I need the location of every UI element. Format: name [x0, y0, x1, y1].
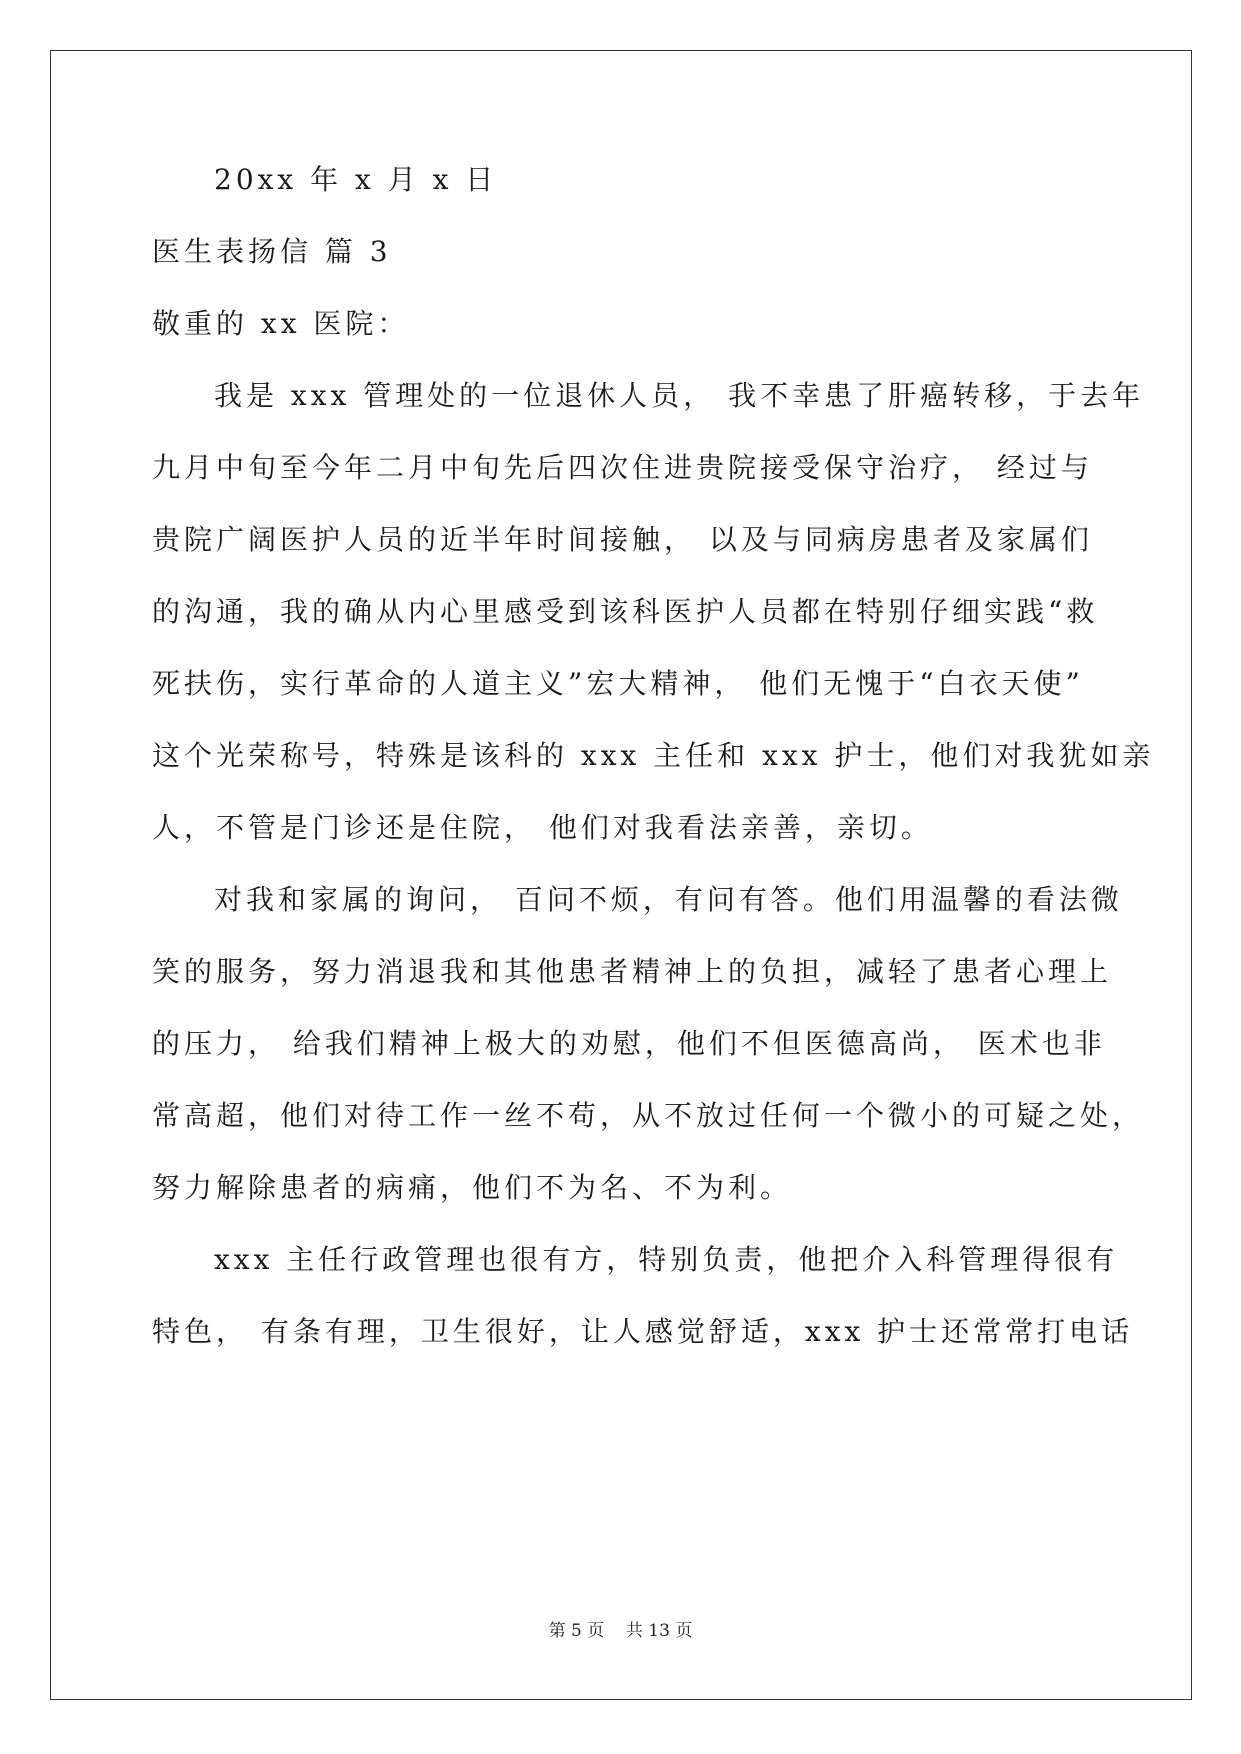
salutation: 敬重的 xx 医院： — [152, 307, 410, 340]
paragraph-line: 对我和家属的询问， 百问不烦，有问有答。他们用温馨的看法微 — [214, 883, 1123, 916]
paragraph-line: 我是 xxx 管理处的一位退休人员， 我不幸患了肝癌转移，于去年 — [214, 379, 1145, 412]
paragraph-line: xxx 主任行政管理也很有方，特别负责，他把介入科管理得很有 — [214, 1243, 1119, 1276]
paragraph-line: 努力解除患者的病痛，他们不为名、不为利。 — [152, 1171, 793, 1204]
paragraph-line: 的压力， 给我们精神上极大的劝慰，他们不但医德高尚， 医术也非 — [152, 1027, 1106, 1060]
section-title: 医生表扬信 篇 3 — [152, 235, 392, 268]
page-border — [50, 50, 1192, 1700]
page-number-footer: 第 5 页 共 13 页 — [548, 1621, 693, 1641]
paragraph-line: 九月中旬至今年二月中旬先后四次住进贵院接受保守治疗， 经过与 — [152, 451, 1093, 484]
date-line: 20xx 年 x 月 x 日 — [214, 163, 498, 196]
paragraph-line: 常高超，他们对待工作一丝不苟，从不放过任何一个微小的可疑之处， — [152, 1099, 1145, 1132]
paragraph-line: 死扶伤，实行革命的人道主义”宏大精神， 他们无愧于“白衣天使” — [152, 667, 1084, 700]
paragraph-line: 笑的服务，努力消退我和其他患者精神上的负担，减轻了患者心理上 — [152, 955, 1113, 988]
paragraph-line: 人，不管是门诊还是住院， 他们对我看法亲善，亲切。 — [152, 811, 933, 844]
paragraph-line: 这个光荣称号，特殊是该科的 xxx 主任和 xxx 护士，他们对我犹如亲 — [152, 739, 1155, 772]
paragraph-line: 贵院广阔医护人员的近半年时间接触， 以及与同病房患者及家属们 — [152, 523, 1093, 556]
paragraph-line: 特色， 有条有理，卫生很好，让人感觉舒适，xxx 护士还常常打电话 — [152, 1315, 1134, 1348]
paragraph-line: 的沟通，我的确从内心里感受到该科医护人员都在特别仔细实践“救 — [152, 595, 1099, 628]
